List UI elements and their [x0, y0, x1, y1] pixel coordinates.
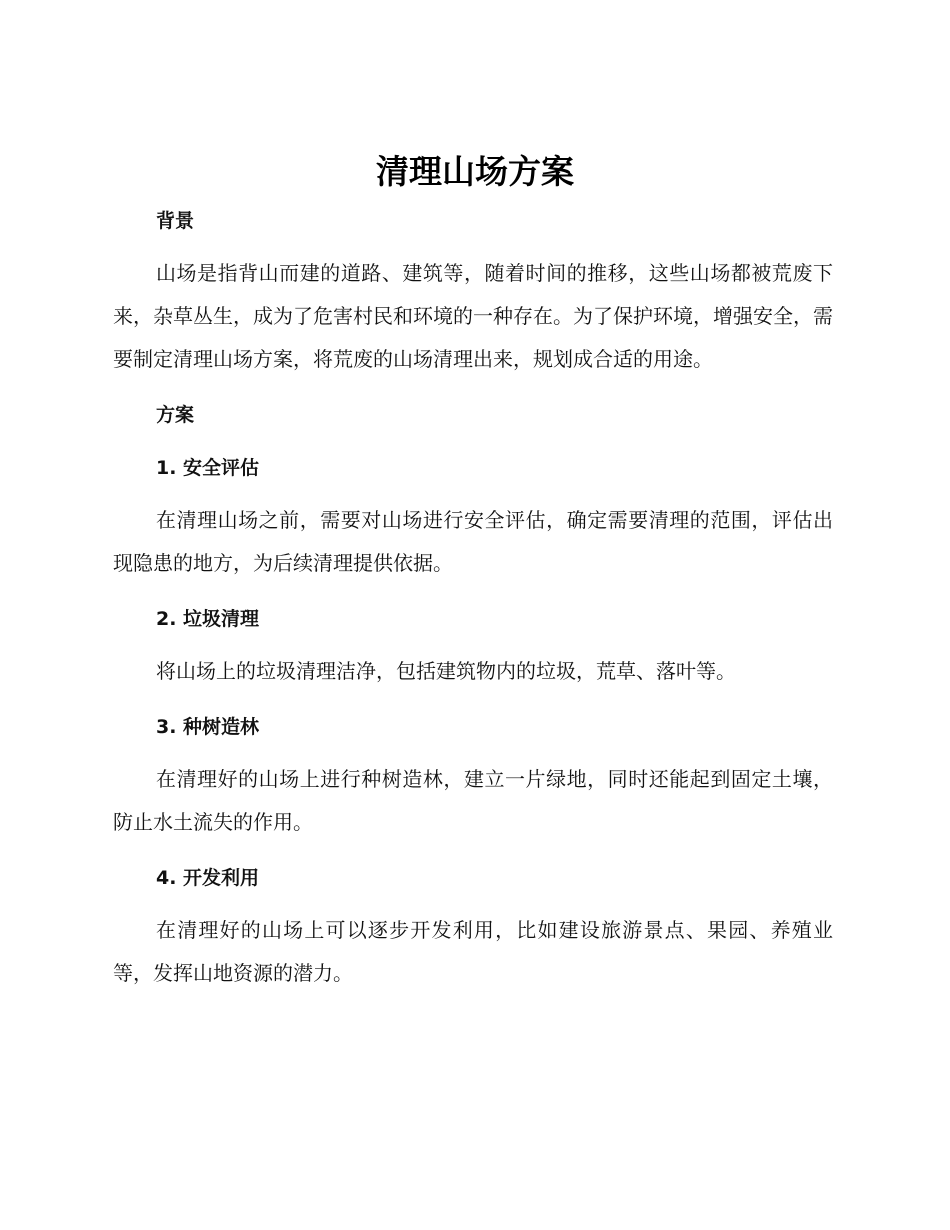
section-heading-safety-assessment: 1. 安全评估 — [156, 457, 260, 479]
section-heading-afforestation: 3. 种树造林 — [156, 716, 260, 738]
section-text-background: 山场是指背山而建的道路、建筑等，随着时间的推移，这些山场都被荒废下来，杂草丛生，成为了危害村民和环境的一种存在。为了保护环境，增强安全，需要制定清理山场方案，将荒废的山场清理出来，规划成合适的用途。 — [113, 261, 833, 371]
section-heading-plan: 方案 — [156, 404, 195, 426]
document-title: 清理山场方案 — [376, 152, 574, 191]
section-text-development: 在清理好的山场上可以逐步开发利用，比如建设旅游景点、果园、养殖业等，发挥山地资源的潜力。 — [113, 918, 833, 985]
section-text-safety-assessment: 在清理山场之前，需要对山场进行安全评估，确定需要清理的范围，评估出现隐患的地方，为后续清理提供依据。 — [113, 508, 833, 575]
section-heading-background: 背景 — [156, 210, 195, 232]
section-heading-garbage-cleanup: 2. 垃圾清理 — [156, 608, 260, 630]
document-body — [113, 202, 833, 995]
section-text-garbage-cleanup: 将山场上的垃圾清理洁净，包括建筑物内的垃圾，荒草、落叶等。 — [156, 659, 736, 683]
section-text-afforestation: 在清理好的山场上进行种树造林，建立一片绿地，同时还能起到固定土壤，防止水土流失的作用。 — [113, 767, 833, 834]
section-heading-development: 4. 开发利用 — [156, 867, 260, 889]
